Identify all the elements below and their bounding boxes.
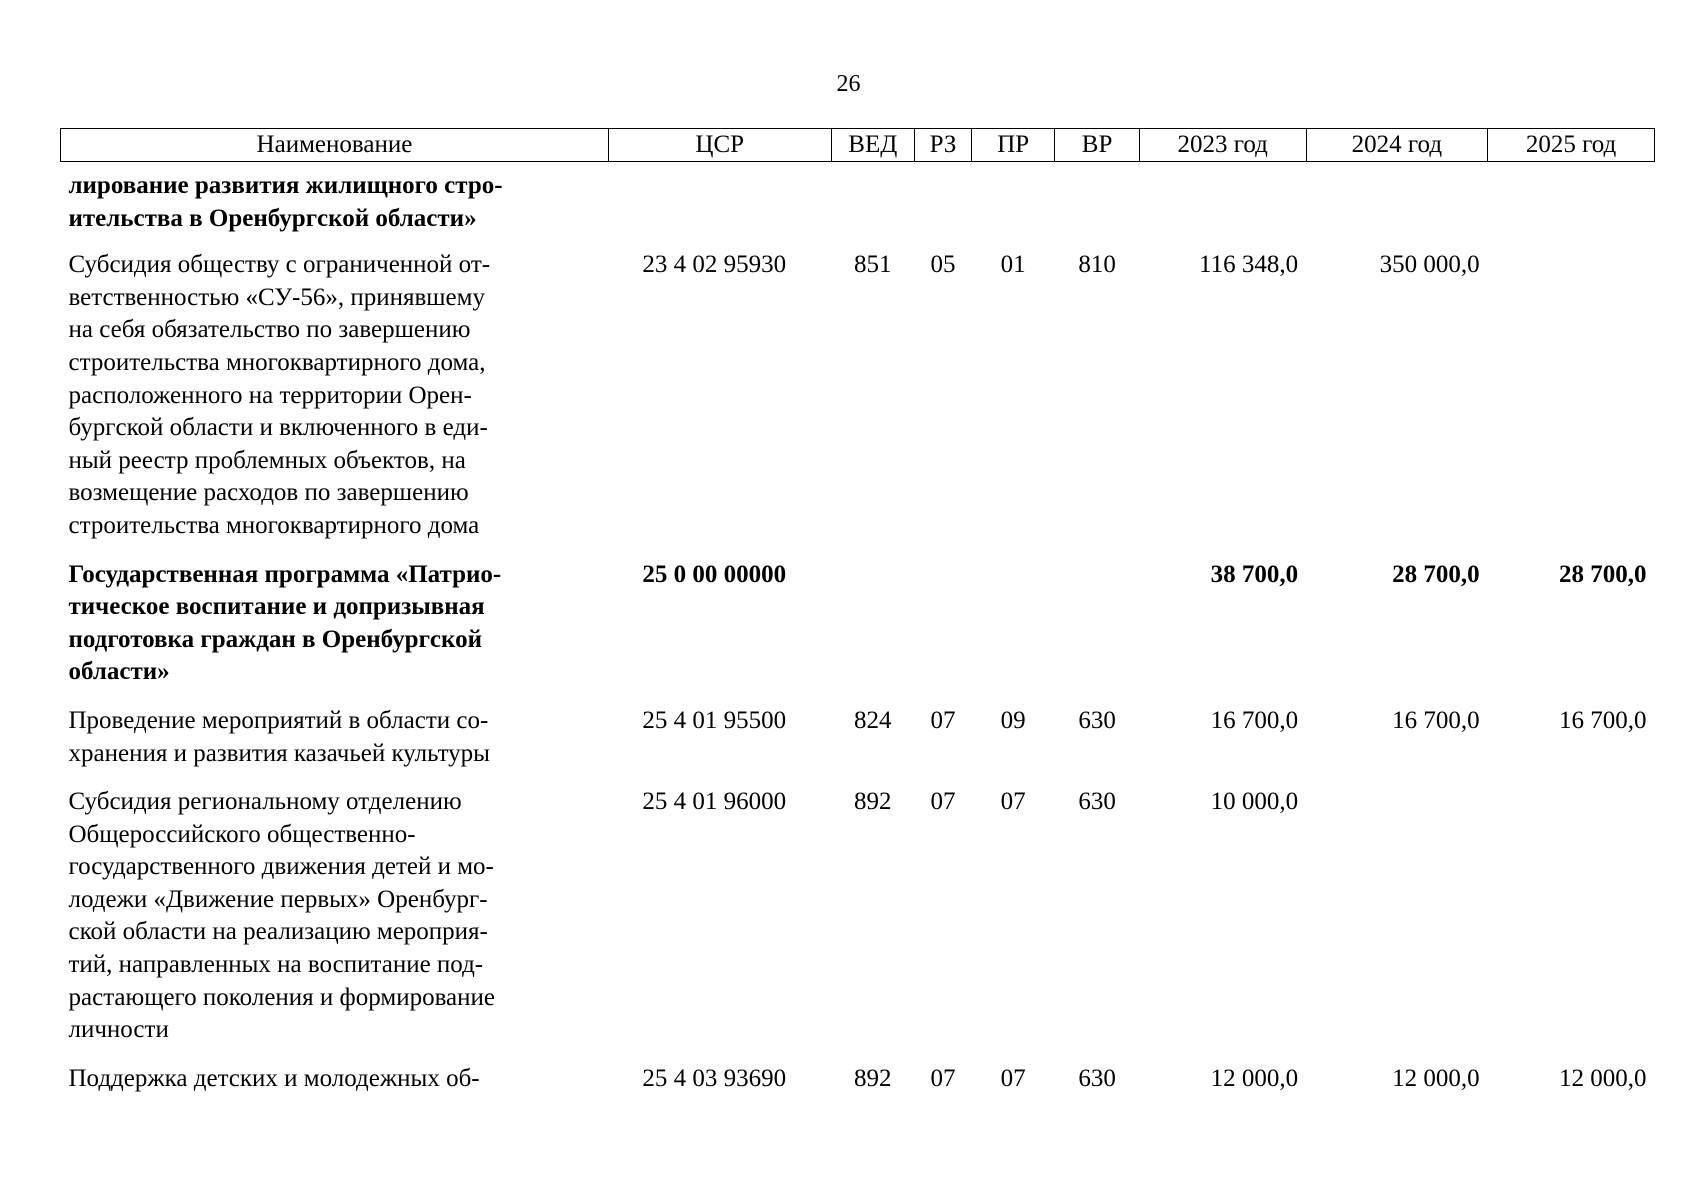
row-2024: 350 000,0: [1379, 251, 1480, 279]
row-ved: [831, 162, 914, 250]
row-2023: 38 700,0: [1210, 560, 1299, 588]
row-pr: 01: [1000, 251, 1026, 279]
header-name: Наименование: [61, 129, 609, 162]
row-2024: 16 700,0: [1392, 706, 1480, 734]
budget-table: [60, 128, 1655, 1111]
row-ved: 851: [854, 251, 892, 279]
row-rz: 07: [930, 788, 956, 816]
header-2023: 2023 год: [1139, 129, 1306, 162]
row-vr: [1055, 162, 1139, 250]
row-vr: 630: [1078, 788, 1116, 816]
row-name: лирование развития жилищного стро- ительства в Оренбургской области»: [68, 172, 503, 232]
table-row: [61, 1063, 1655, 1112]
row-vr: [1055, 559, 1139, 705]
table-row: [61, 162, 1655, 250]
page-number: 26: [836, 71, 861, 97]
header-pr: ПР: [971, 129, 1054, 162]
row-2023: [1139, 162, 1306, 250]
row-csr: 25 4 01 95500: [642, 706, 787, 734]
row-2024: [1306, 162, 1488, 250]
row-name: Поддержка детских и молодежных об-: [68, 1064, 480, 1092]
row-csr: 25 4 03 93690: [642, 1064, 787, 1092]
row-rz: 07: [930, 1064, 956, 1092]
row-vr: 810: [1078, 251, 1116, 279]
table-row: [61, 559, 1655, 705]
row-2025: [1488, 786, 1655, 1063]
row-csr: 25 0 00 00000: [642, 560, 787, 588]
row-pr: 09: [1000, 706, 1026, 734]
row-pr: 07: [1000, 1064, 1026, 1092]
row-2025: 16 700,0: [1559, 706, 1647, 734]
row-rz: [914, 559, 971, 705]
row-2024: 28 700,0: [1392, 560, 1480, 588]
row-pr: [971, 162, 1054, 250]
row-pr: 07: [1000, 788, 1026, 816]
row-csr: 25 4 01 96000: [642, 788, 787, 816]
row-csr: 23 4 02 95930: [642, 251, 787, 279]
header-2024: 2024 год: [1306, 129, 1488, 162]
row-vr: 630: [1078, 706, 1116, 734]
row-vr: 630: [1078, 1064, 1116, 1092]
row-ved: 892: [854, 1064, 892, 1092]
row-rz: 05: [930, 251, 956, 279]
table-row: [61, 705, 1655, 786]
row-2023: 12 000,0: [1210, 1064, 1299, 1092]
row-2024: [1306, 786, 1488, 1063]
row-2025: [1488, 249, 1655, 558]
row-csr: [608, 162, 831, 250]
row-ved: 824: [854, 706, 892, 734]
table-header-row: [61, 129, 1655, 162]
header-csr: ЦСР: [608, 129, 831, 162]
header-ved: ВЕД: [831, 129, 914, 162]
row-2025: 12 000,0: [1559, 1064, 1647, 1092]
row-ved: 892: [854, 788, 892, 816]
table-row: [61, 786, 1655, 1063]
row-2025: [1488, 162, 1655, 250]
header-2025: 2025 год: [1488, 129, 1655, 162]
row-2023: 16 700,0: [1210, 706, 1299, 734]
row-ved: [831, 559, 914, 705]
row-2024: 12 000,0: [1392, 1064, 1480, 1092]
row-rz: 07: [930, 706, 956, 734]
row-name: Субсидия региональному отделению Общероссийского общественно- государственного движения детей и мо- лодежи «Движение первых» Оренбург- ской области на реализацию мероприя- тий, направленных на воспитание под- растающего поколения и формирование личности: [68, 788, 496, 1044]
table-row: [61, 249, 1655, 558]
row-2023: 116 348,0: [1199, 251, 1299, 279]
header-rz: РЗ: [914, 129, 971, 162]
row-name: Государственная программа «Патрио- тическое воспитание и допризывная подготовка граждан в Оренбургской области»: [68, 560, 502, 686]
row-rz: [914, 162, 971, 250]
row-2025: 28 700,0: [1559, 560, 1647, 588]
row-name: Проведение мероприятий в области со- хранения и развития казачьей культуры: [68, 706, 490, 767]
row-name: Субсидия обществу с ограниченной от- ветственностью «СУ-56», принявшему на себя обязательство по завершению строительства многоквартирного дома, расположенного на территории Орен- бургской области и включенного в еди- ный реестр проблемных объектов, на возмещение расходов по завершению строительства многоквартирного дома: [68, 251, 491, 539]
row-2023: 10 000,0: [1210, 788, 1299, 816]
header-vr: ВР: [1055, 129, 1139, 162]
row-pr: [971, 559, 1054, 705]
